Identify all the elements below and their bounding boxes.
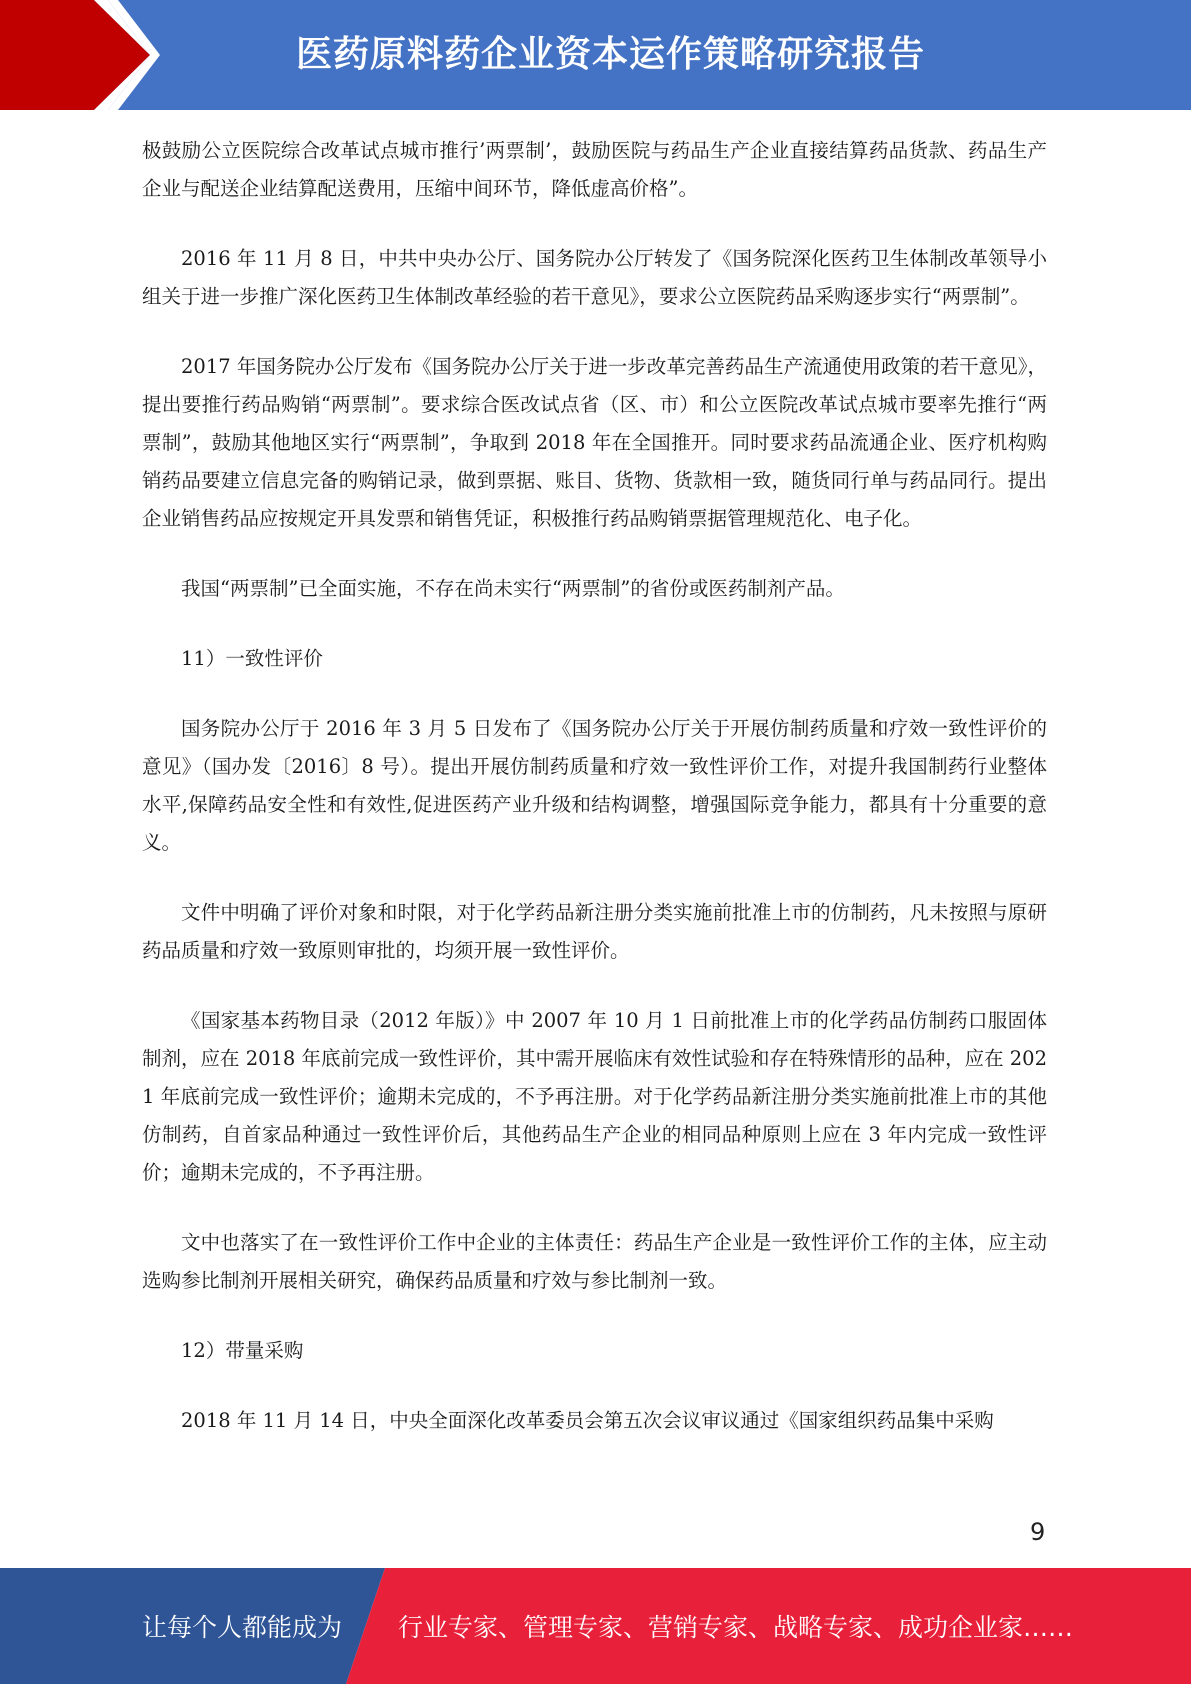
paragraph: 2018 年 11 月 14 日，中央全面深化改革委员会第五次会议审议通过《国家组织药品集中采购 xyxy=(181,1409,994,1432)
paragraph: 2017 年国务院办公厅发布《国务院办公厅关于进一步改革完善药品生产流通使用政策的若干意见》，提出要推行药品购销“两票制”。要求综合医改试点省（区、市）和公立医院改革试点城市要率先推行“两票制”，鼓励其他地区实行“两票制”，争取到 2018 年在全国推开。同时要求药品流通企业、医疗机构购销药品要建立信息完备的购销记录，做到票据、账目、货物、货款相一致，随货同行单与药品同行。提出企业销售药品应按规定开具发票和销售凭证，积极推行药品购销票据管理规范化、电子化。 xyxy=(142,355,1047,530)
footer-slogan-right: 行业专家、管理专家、营销专家、战略专家、成功企业家…… xyxy=(398,1613,1074,1642)
paragraph: 《国家基本药物目录（2012 年版）》中 2007 年 10 月 1 日前批准上市的化学药品仿制药口服固体制剂，应在 2018 年底前完成一致性评价，其中需开展临床有效性试验和存在特殊情形的品种，应在 2021 年底前完成一致性评价；逾期未完成的，不予再注册。对于化学药品新注册分类实施前批准上市的其他仿制药，自首家品种通过一致性评价后，其他药品生产企业的相同品种原则上应在 3 年内完成一致性评价；逾期未完成的，不予再注册。 xyxy=(142,1009,1047,1184)
page-footer xyxy=(0,1568,1191,1684)
page-header xyxy=(0,0,1191,110)
paragraph: 文中也落实了在一致性评价工作中企业的主体责任：药品生产企业是一致性评价工作的主体，应主动选购参比制剂开展相关研究，确保药品质量和疗效与参比制剂一致。 xyxy=(142,1231,1047,1292)
paragraph: 文件中明确了评价对象和时限，对于化学药品新注册分类实施前批准上市的仿制药，凡未按照与原研药品质量和疗效一致原则审批的，均须开展一致性评价。 xyxy=(142,901,1047,962)
page-number: 9 xyxy=(1030,1518,1046,1546)
paragraph: 2016 年 11 月 8 日，中共中央办公厅、国务院办公厅转发了《国务院深化医药卫生体制改革领导小组关于进一步推广深化医药卫生体制改革经验的若干意见》，要求公立医院药品采购逐步实行“两票制”。 xyxy=(142,247,1047,308)
document-body xyxy=(142,132,1047,1472)
section-heading: 11）一致性评价 xyxy=(181,647,323,670)
paragraph: 国务院办公厅于 2016 年 3 月 5 日发布了《国务院办公厅关于开展仿制药质量和疗效一致性评价的意见》（国办发〔2016〕8 号）。提出开展仿制药质量和疗效一致性评价工作，对提升我国制药行业整体水平,保障药品安全性和有效性,促进医药产业升级和结构调整，增强国际竞争能力，都具有十分重要的意义。 xyxy=(142,717,1047,854)
footer-slogan-left: 让每个人都能成为 xyxy=(142,1613,343,1642)
paragraph: 我国“两票制”已全面实施，不存在尚未实行“两票制”的省份或医药制剂产品。 xyxy=(181,577,845,600)
paragraph: 极鼓励公立医院综合改革试点城市推行’两票制’，鼓励医院与药品生产企业直接结算药品货款、药品生产企业与配送企业结算配送费用，压缩中间环节，降低虚高价格”。 xyxy=(142,139,1047,200)
section-heading: 12）带量采购 xyxy=(181,1339,304,1362)
header-title: 医药原料药企业资本运作策略研究报告 xyxy=(296,34,926,75)
